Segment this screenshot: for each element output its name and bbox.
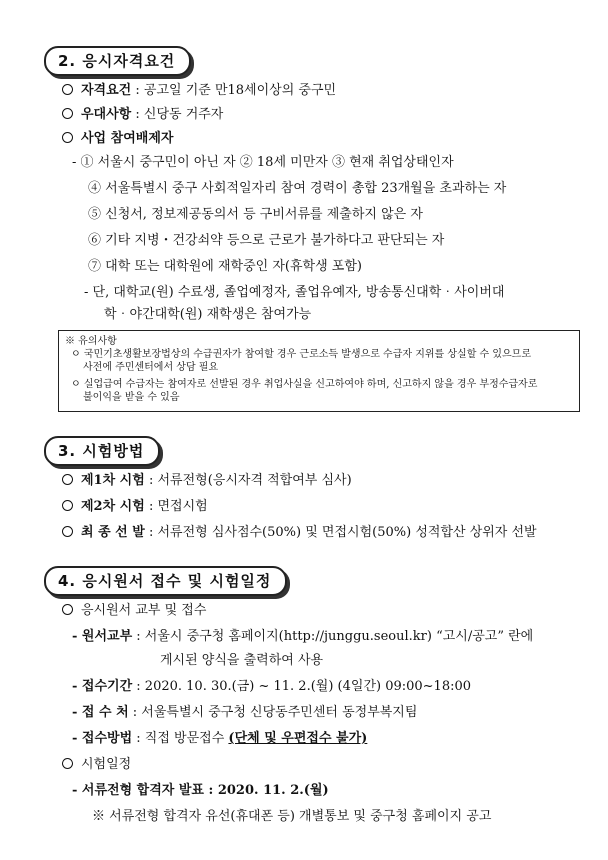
circle-bullet-icon bbox=[62, 84, 73, 95]
circle-bullet-icon bbox=[62, 758, 73, 769]
exclusion-note-2: 학‧야간대학(원) 재학생은 참여가능 bbox=[104, 307, 312, 322]
notice-item-2-cont: 불이익을 받을 수 있음 bbox=[83, 392, 180, 403]
schedule-location: - 접 수 처 : 서울특별시 중구청 신당동주민센터 동정부복지팀 bbox=[72, 705, 418, 720]
exclusion-line-4: ④ 서울특별시 중구 사회적일자리 참여 경력이 총합 23개월을 초과하는 자 bbox=[88, 181, 507, 196]
exclusion-heading: 사업 참여배제자 bbox=[62, 130, 173, 148]
preference-item: 우대사항 : 신당동 거주자 bbox=[62, 106, 223, 124]
circle-bullet-icon bbox=[62, 604, 73, 615]
notice-box bbox=[58, 330, 580, 412]
notice-title: ※ 유의사항 bbox=[65, 336, 117, 347]
method-round-1: 제1차 시험 : 서류전형(응시자격 적합여부 심사) bbox=[62, 472, 352, 490]
schedule-form-distribution: - 원서교부 : 서울시 중구청 홈페이지(http://junggu.seoul.kr) “고시/공고” 란에 bbox=[72, 629, 534, 644]
section-heading-qualification: 2. 응시자격요건 bbox=[44, 46, 191, 76]
method-final: 최 종 선 발 : 서류전형 심사점수(50%) 및 면접시험(50%) 성적합산 상위자 선발 bbox=[62, 524, 537, 542]
schedule-heading-exam: 시험일정 bbox=[62, 756, 131, 774]
notice-item-2: ㅇ 실업급여 수급자는 참여자로 선발된 경우 취업사실을 신고하여야 하며, 신고하지 않을 경우 부정수급자로 bbox=[71, 379, 538, 390]
notice-item-1-cont: 사전에 주민센터에서 상담 필요 bbox=[83, 362, 219, 373]
notice-item-1: ㅇ 국민기초생활보장법상의 수급권자가 참여할 경우 근로소득 발생으로 수급자 지위를 상실할 수 있으므로 bbox=[71, 349, 532, 360]
circle-bullet-icon bbox=[62, 526, 73, 537]
exclusion-line-1: - ① 서울시 중구민이 아닌 자 ② 18세 미만자 ③ 현재 취업상태인자 bbox=[72, 155, 454, 170]
qualification-item: 자격요건 : 공고일 기준 만18세이상의 중구민 bbox=[62, 82, 336, 100]
circle-bullet-icon bbox=[62, 132, 73, 143]
schedule-method: - 접수방법 : 직접 방문접수 (단체 및 우편접수 불가) bbox=[72, 731, 368, 746]
method-round-2: 제2차 시험 : 면접시험 bbox=[62, 498, 208, 516]
exclusion-line-7: ⑦ 대학 또는 대학원에 재학중인 자(휴학생 포함) bbox=[88, 259, 362, 274]
circle-bullet-icon bbox=[62, 474, 73, 485]
section-heading-method: 3. 시험방법 bbox=[44, 436, 160, 466]
schedule-form-distribution-cont: 게시된 양식을 출력하여 사용 bbox=[160, 653, 324, 668]
exclusion-line-6: ⑥ 기타 지병・건강쇠약 등으로 근로가 불가하다고 판단되는 자 bbox=[88, 233, 445, 248]
circle-bullet-icon bbox=[62, 108, 73, 119]
exclusion-line-5: ⑤ 신청서, 정보제공동의서 등 구비서류를 제출하지 않은 자 bbox=[88, 207, 423, 222]
section-heading-schedule: 4. 응시원서 접수 및 시험일정 bbox=[44, 566, 287, 596]
schedule-heading-application: 응시원서 교부 및 접수 bbox=[62, 602, 206, 620]
schedule-announcement: - 서류전형 합격자 발표 : 2020. 11. 2.(월) bbox=[72, 783, 329, 798]
schedule-announcement-note: ※ 서류전형 합격자 유선(휴대폰 등) 개별통보 및 중구청 홈페이지 공고 bbox=[92, 809, 492, 824]
exclusion-note-1: - 단, 대학교(원) 수료생, 졸업예정자, 졸업유예자, 방송통신대학‧사이버대 bbox=[84, 285, 505, 300]
schedule-period: - 접수기간 : 2020. 10. 30.(금) ~ 11. 2.(월) (4일간) 09:00~18:00 bbox=[72, 679, 472, 694]
circle-bullet-icon bbox=[62, 500, 73, 511]
